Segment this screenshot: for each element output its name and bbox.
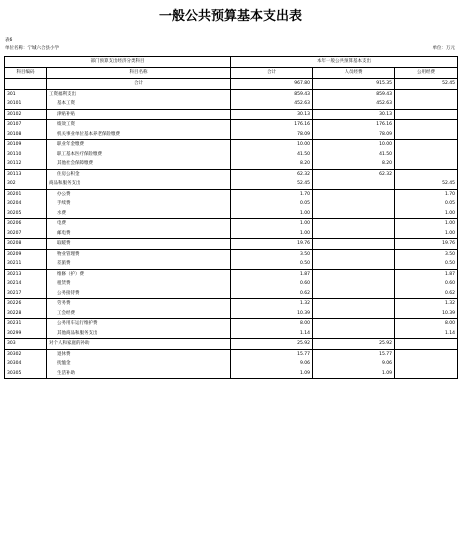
row-personnel	[313, 249, 395, 259]
total-amount: 967.80	[231, 78, 313, 89]
row-code: 30206	[5, 219, 47, 229]
row-personnel: 78.09	[313, 130, 395, 140]
row-personnel: 62.32	[313, 169, 395, 179]
row-name: 机关事业单位基本养老保险缴费	[47, 130, 231, 140]
table-row	[5, 249, 458, 259]
row-code: 30101	[5, 99, 47, 109]
unit-name: 单位名称：宁城六合县小学	[5, 46, 59, 51]
row-name: 抚恤金	[47, 359, 231, 369]
row-code: 301	[5, 89, 47, 99]
row-public: 0.50	[395, 259, 458, 269]
table-row	[5, 339, 458, 350]
row-total: 10.00	[231, 140, 313, 150]
row-total: 0.60	[231, 279, 313, 289]
row-code: 30112	[5, 159, 47, 169]
table-row	[5, 159, 458, 169]
row-total: 1.70	[231, 189, 313, 199]
row-public: 52.45	[395, 179, 458, 189]
row-personnel: 9.06	[313, 359, 395, 369]
row-code: 303	[5, 339, 47, 350]
row-name: 手续费	[47, 199, 231, 209]
row-personnel: 1.09	[313, 369, 395, 379]
row-name: 其他商品和服务支出	[47, 329, 231, 339]
table-row	[5, 189, 458, 199]
total-public: 52.45	[395, 78, 458, 89]
row-personnel	[313, 299, 395, 309]
row-total: 62.32	[231, 169, 313, 179]
row-code: 30214	[5, 279, 47, 289]
total-label: 合计	[47, 78, 231, 89]
table-row	[5, 359, 458, 369]
row-code: 30299	[5, 329, 47, 339]
row-personnel	[313, 319, 395, 329]
row-personnel: 452.63	[313, 99, 395, 109]
row-name: 绩效工资	[47, 120, 231, 130]
row-public	[395, 140, 458, 150]
row-public	[395, 159, 458, 169]
row-total: 52.45	[231, 179, 313, 189]
table-row	[5, 349, 458, 359]
row-total: 15.77	[231, 349, 313, 359]
row-code: 30302	[5, 349, 47, 359]
row-code: 30102	[5, 109, 47, 120]
row-public: 0.05	[395, 199, 458, 209]
row-total: 1.09	[231, 369, 313, 379]
table-row	[5, 199, 458, 209]
row-code: 30201	[5, 189, 47, 199]
row-public	[395, 120, 458, 130]
table-row	[5, 299, 458, 309]
row-name: 退休费	[47, 349, 231, 359]
total-row	[5, 78, 458, 89]
row-name: 差旅费	[47, 259, 231, 269]
row-code: 30204	[5, 199, 47, 209]
row-total: 19.76	[231, 239, 313, 250]
row-public	[395, 89, 458, 99]
table-row	[5, 329, 458, 339]
header-name: 科目名称	[47, 67, 231, 78]
table-row	[5, 209, 458, 219]
row-code: 30205	[5, 209, 47, 219]
row-code: 30228	[5, 309, 47, 319]
row-public	[395, 359, 458, 369]
header-code: 科目编码	[5, 67, 47, 78]
table-row	[5, 179, 458, 189]
row-total: 1.00	[231, 209, 313, 219]
header-econ-group: 部门预算支出经济分类科目	[5, 57, 231, 68]
row-name: 住房公积金	[47, 169, 231, 179]
row-total: 10.39	[231, 309, 313, 319]
row-code: 30211	[5, 259, 47, 269]
row-code: 30108	[5, 130, 47, 140]
row-total: 1.14	[231, 329, 313, 339]
table-row	[5, 269, 458, 279]
row-code: 30207	[5, 229, 47, 239]
row-code: 30113	[5, 169, 47, 179]
row-total: 176.16	[231, 120, 313, 130]
row-public	[395, 150, 458, 160]
row-total: 1.00	[231, 229, 313, 239]
row-total: 8.20	[231, 159, 313, 169]
row-personnel	[313, 279, 395, 289]
row-personnel: 25.92	[313, 339, 395, 350]
row-name: 基本工资	[47, 99, 231, 109]
row-name: 取暖费	[47, 239, 231, 250]
row-total: 1.87	[231, 269, 313, 279]
total-personnel: 915.35	[313, 78, 395, 89]
row-personnel: 15.77	[313, 349, 395, 359]
table-row	[5, 99, 458, 109]
row-personnel	[313, 219, 395, 229]
row-code: 30109	[5, 140, 47, 150]
row-personnel	[313, 259, 395, 269]
row-personnel	[313, 189, 395, 199]
table-row	[5, 279, 458, 289]
row-name: 公务接待费	[47, 289, 231, 299]
header-total: 合计	[231, 67, 313, 78]
row-personnel: 8.20	[313, 159, 395, 169]
row-code: 30226	[5, 299, 47, 309]
row-total: 452.63	[231, 99, 313, 109]
row-public: 1.14	[395, 329, 458, 339]
header-personnel: 人员经费	[313, 67, 395, 78]
row-total: 1.00	[231, 219, 313, 229]
row-total: 25.92	[231, 339, 313, 350]
row-personnel	[313, 239, 395, 250]
row-total: 30.13	[231, 109, 313, 120]
row-personnel	[313, 309, 395, 319]
table-row	[5, 369, 458, 379]
row-public: 19.76	[395, 239, 458, 250]
table-row	[5, 259, 458, 269]
row-total: 8.00	[231, 319, 313, 329]
row-name: 公务用车运行维护费	[47, 319, 231, 329]
table-row	[5, 109, 458, 120]
row-total: 0.50	[231, 259, 313, 269]
row-public	[395, 169, 458, 179]
row-public	[395, 349, 458, 359]
table-row	[5, 289, 458, 299]
row-personnel	[313, 179, 395, 189]
row-name: 商品和服务支出	[47, 179, 231, 189]
row-name: 租赁费	[47, 279, 231, 289]
row-name: 工资福利支出	[47, 89, 231, 99]
page-title: 一般公共预算基本支出表	[158, 9, 302, 24]
row-total: 9.06	[231, 359, 313, 369]
row-total: 0.62	[231, 289, 313, 299]
row-total: 1.32	[231, 299, 313, 309]
row-name: 办公费	[47, 189, 231, 199]
row-name: 物业管理费	[47, 249, 231, 259]
row-name: 维修（护）费	[47, 269, 231, 279]
row-personnel	[313, 289, 395, 299]
row-public: 8.00	[395, 319, 458, 329]
table-row	[5, 319, 458, 329]
row-name: 对个人和家庭的补助	[47, 339, 231, 350]
row-name: 劳务费	[47, 299, 231, 309]
table-row	[5, 239, 458, 250]
table-row	[5, 120, 458, 130]
form-number: 表6	[5, 38, 13, 43]
row-name: 工会经费	[47, 309, 231, 319]
row-code: 302	[5, 179, 47, 189]
row-personnel	[313, 209, 395, 219]
row-public: 1.70	[395, 189, 458, 199]
row-public: 1.32	[395, 299, 458, 309]
row-name: 职业年金缴费	[47, 140, 231, 150]
table-row	[5, 89, 458, 99]
row-personnel: 41.50	[313, 150, 395, 160]
row-personnel	[313, 269, 395, 279]
row-total: 859.43	[231, 89, 313, 99]
row-name: 水费	[47, 209, 231, 219]
row-public: 10.39	[395, 309, 458, 319]
row-name: 电费	[47, 219, 231, 229]
row-public	[395, 339, 458, 350]
table-row	[5, 219, 458, 229]
row-total: 78.09	[231, 130, 313, 140]
row-public	[395, 99, 458, 109]
row-public	[395, 130, 458, 140]
row-code: 30305	[5, 369, 47, 379]
row-personnel	[313, 329, 395, 339]
row-code: 30209	[5, 249, 47, 259]
row-code: 30208	[5, 239, 47, 250]
table-row	[5, 150, 458, 160]
row-name: 职工基本医疗保险缴费	[47, 150, 231, 160]
header-public: 公用经费	[395, 67, 458, 78]
row-total: 41.50	[231, 150, 313, 160]
row-name: 生活补助	[47, 369, 231, 379]
row-personnel: 30.13	[313, 109, 395, 120]
row-code: 30213	[5, 269, 47, 279]
row-name: 邮电费	[47, 229, 231, 239]
row-code: 30110	[5, 150, 47, 160]
table-row	[5, 229, 458, 239]
row-code: 30304	[5, 359, 47, 369]
row-name: 其他社会保障缴费	[47, 159, 231, 169]
row-personnel	[313, 199, 395, 209]
row-total: 3.50	[231, 249, 313, 259]
row-public: 1.00	[395, 219, 458, 229]
row-public: 3.50	[395, 249, 458, 259]
row-personnel	[313, 229, 395, 239]
row-personnel: 176.16	[313, 120, 395, 130]
currency-unit: 单位：万元	[432, 46, 455, 51]
row-code: 30217	[5, 289, 47, 299]
budget-table	[4, 56, 458, 379]
row-code: 30107	[5, 120, 47, 130]
row-personnel: 859.43	[313, 89, 395, 99]
table-row	[5, 169, 458, 179]
row-public	[395, 369, 458, 379]
row-personnel: 10.00	[313, 140, 395, 150]
total-code	[5, 78, 47, 89]
row-public: 1.87	[395, 269, 458, 279]
table-row	[5, 130, 458, 140]
row-name: 津贴补贴	[47, 109, 231, 120]
row-public: 0.62	[395, 289, 458, 299]
table-row	[5, 309, 458, 319]
row-total: 0.05	[231, 199, 313, 209]
header-budget-group: 本年一般公共预算基本支出	[231, 57, 458, 68]
table-row	[5, 140, 458, 150]
row-public: 1.00	[395, 229, 458, 239]
row-public	[395, 109, 458, 120]
row-code: 30231	[5, 319, 47, 329]
row-public: 0.60	[395, 279, 458, 289]
row-public: 1.00	[395, 209, 458, 219]
